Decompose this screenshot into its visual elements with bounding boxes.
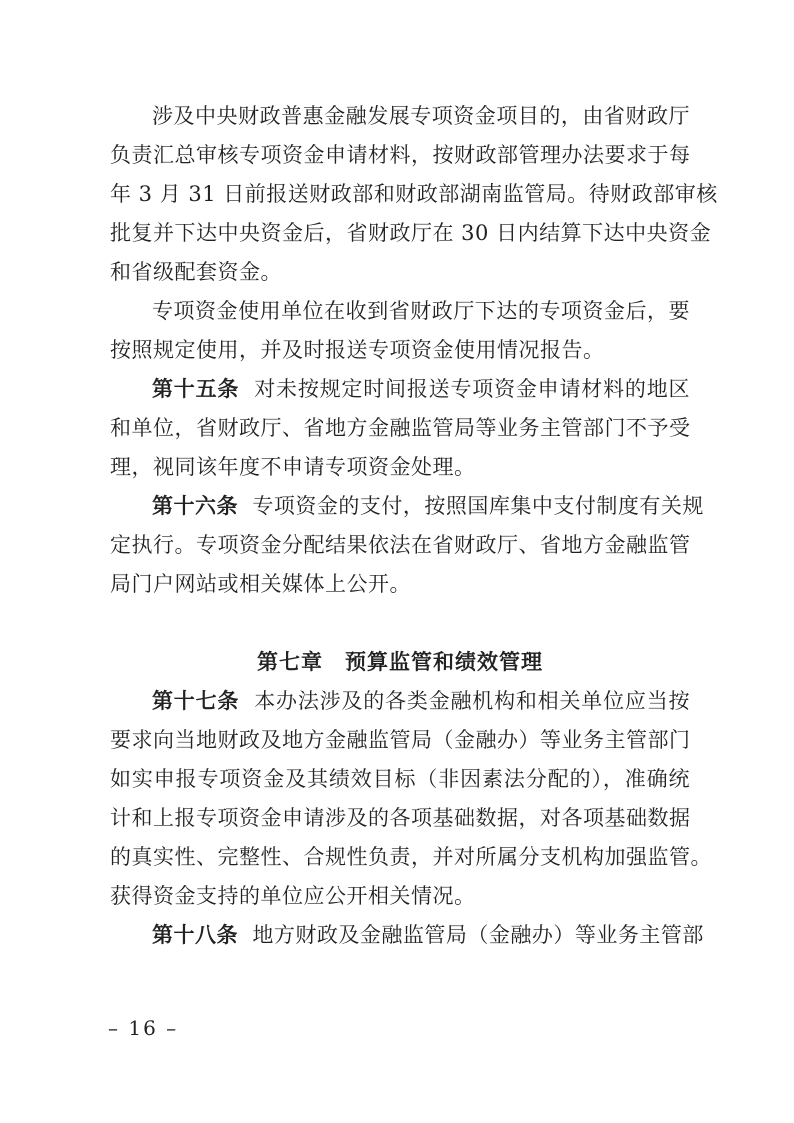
- article-15-label: 第十五条: [152, 377, 240, 401]
- paragraph-line: 要求向当地财政及地方金融监管局（金融办）等业务主管部门: [110, 728, 691, 752]
- article-18-text: 地方财政及金融监管局（金融办）等业务主管部: [252, 923, 704, 947]
- article-17-label: 第十七条: [152, 689, 240, 713]
- paragraph-line: 如实申报专项资金及其绩效目标（非因素法分配的），准确统: [110, 767, 690, 791]
- paragraph-line: 和省级配套资金。: [110, 260, 282, 284]
- article-16-line: [110, 487, 704, 526]
- paragraph-line: 理，视同该年度不申请专项资金处理。: [110, 455, 476, 479]
- article-15-line: [110, 370, 690, 409]
- paragraph-line: 获得资金支持的单位应公开相关情况。: [110, 884, 476, 908]
- paragraph-line: 定执行。专项资金分配结果依法在省财政厅、省地方金融监管: [110, 533, 691, 557]
- paragraph-line: 计和上报专项资金申请涉及的各项基础数据，对各项基础数据: [110, 806, 691, 830]
- paragraph-line: 局门户网站或相关媒体上公开。: [110, 572, 411, 596]
- document-body: [110, 97, 718, 955]
- chapter-heading: 第七章 预算监管和绩效管理: [257, 650, 543, 674]
- article-15-text: 对未按规定时间报送专项资金申请材料的地区: [254, 377, 691, 401]
- paragraph-line: 批复并下达中央资金后，省财政厅在 30 日内结算下达中央资金: [110, 221, 712, 245]
- article-17-line: [110, 682, 690, 721]
- article-16-label: 第十六条: [152, 494, 238, 518]
- article-16-text: 专项资金的支付，按照国库集中支付制度有关规: [252, 494, 704, 518]
- paragraph-line: 年 3 月 31 日前报送财政部和财政部湖南监管局。待财政部审核: [110, 182, 718, 206]
- section-spacer: [110, 604, 690, 643]
- paragraph-line: 和单位，省财政厅、省地方金融监管局等业务主管部门不予受: [110, 416, 691, 440]
- paragraph-line: 专项资金使用单位在收到省财政厅下达的专项资金后，要: [152, 299, 690, 323]
- paragraph-line: 按照规定使用，并及时报送专项资金使用情况报告。: [110, 338, 605, 362]
- article-18-label: 第十八条: [152, 923, 238, 947]
- paragraph-line: 负责汇总审核专项资金申请材料，按财政部管理办法要求于每: [110, 143, 691, 167]
- paragraph-line: 的真实性、完整性、合规性负责，并对所属分支机构加强监管。: [110, 845, 712, 869]
- page-number: – 16 –: [108, 1016, 179, 1040]
- paragraph-line: 涉及中央财政普惠金融发展专项资金项目的，由省财政厅: [152, 104, 690, 128]
- article-17-text: 本办法涉及的各类金融机构和相关单位应当按: [254, 689, 691, 713]
- article-18-line: [110, 916, 704, 955]
